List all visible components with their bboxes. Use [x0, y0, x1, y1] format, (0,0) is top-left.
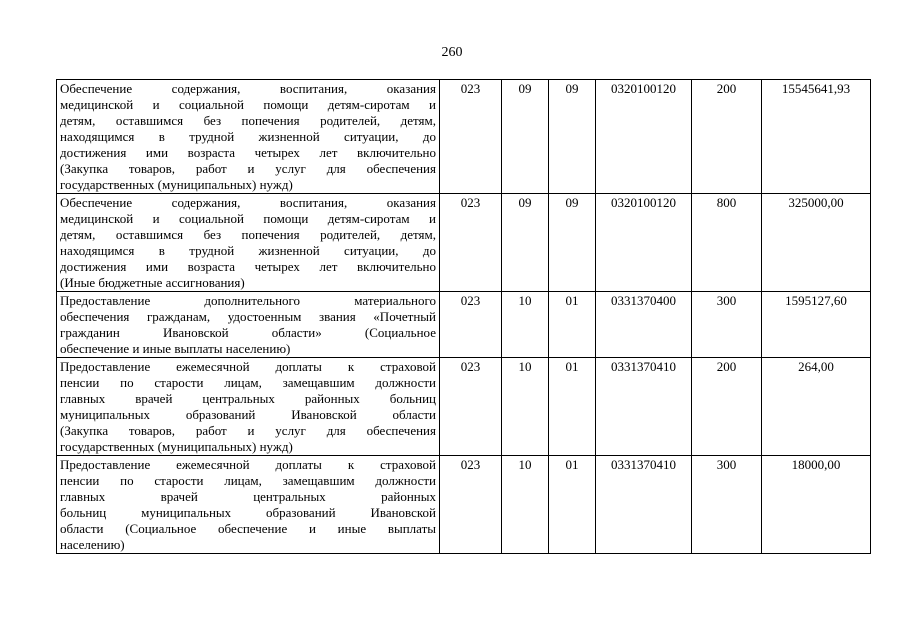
target-article-code: 0331370410 [596, 358, 692, 456]
budget-table [56, 79, 871, 554]
ministry-code: 023 [440, 358, 502, 456]
section-code: 10 [502, 358, 549, 456]
expense-description: Обеспечение содержания, воспитания, оказания медицинской и социальной помощи детям-сиротам и детям, оставшимся без попечения родителей, детям, находящимся в трудной жизненной ситуации, до достижения ими возраста четырех лет включительно (Закупка товаров, работ и услуг для обеспечения государственных (муниципальных) нужд) [57, 80, 440, 194]
expense-type-code: 300 [692, 292, 762, 358]
section-code: 10 [502, 292, 549, 358]
ministry-code: 023 [440, 456, 502, 554]
expense-type-code: 300 [692, 456, 762, 554]
table-row [57, 358, 871, 456]
amount: 1595127,60 [762, 292, 871, 358]
target-article-code: 0331370400 [596, 292, 692, 358]
section-code: 09 [502, 80, 549, 194]
subsection-code: 01 [549, 358, 596, 456]
section-code: 10 [502, 456, 549, 554]
expense-description: Предоставление дополнительного материального обеспечения гражданам, удостоенным звания «Почетный гражданин Ивановской области» (Социальное обеспечение и иные выплаты населению) [57, 292, 440, 358]
expense-description: Предоставление ежемесячной доплаты к страховой пенсии по старости лицам, замещавшим должности главных врачей центральных районных больниц муниципальных образований Ивановской области (Закупка товаров, работ и услуг для обеспечения государственных (муниципальных) нужд) [57, 358, 440, 456]
page-number: 260 [441, 45, 463, 60]
expense-type-code: 200 [692, 358, 762, 456]
ministry-code: 023 [440, 80, 502, 194]
expense-description: Обеспечение содержания, воспитания, оказания медицинской и социальной помощи детям-сиротам и детям, оставшимся без попечения родителей, детям, находящимся в трудной жизненной ситуации, до достижения ими возраста четырех лет включительно (Иные бюджетные ассигнования) [57, 194, 440, 292]
amount: 325000,00 [762, 194, 871, 292]
subsection-code: 09 [549, 194, 596, 292]
target-article-code: 0320100120 [596, 80, 692, 194]
table-row [57, 80, 871, 194]
amount: 15545641,93 [762, 80, 871, 194]
table-row [57, 194, 871, 292]
subsection-code: 09 [549, 80, 596, 194]
amount: 18000,00 [762, 456, 871, 554]
section-code: 09 [502, 194, 549, 292]
target-article-code: 0320100120 [596, 194, 692, 292]
target-article-code: 0331370410 [596, 456, 692, 554]
expense-type-code: 200 [692, 80, 762, 194]
expense-type-code: 800 [692, 194, 762, 292]
expense-description: Предоставление ежемесячной доплаты к страховой пенсии по старости лицам, замещавшим должности главных врачей центральных районных больниц муниципальных образований Ивановской области (Социальное обеспечение и иные выплаты населению) [57, 456, 440, 554]
subsection-code: 01 [549, 456, 596, 554]
table-row [57, 456, 871, 554]
table-row [57, 292, 871, 358]
amount: 264,00 [762, 358, 871, 456]
subsection-code: 01 [549, 292, 596, 358]
ministry-code: 023 [440, 292, 502, 358]
ministry-code: 023 [440, 194, 502, 292]
